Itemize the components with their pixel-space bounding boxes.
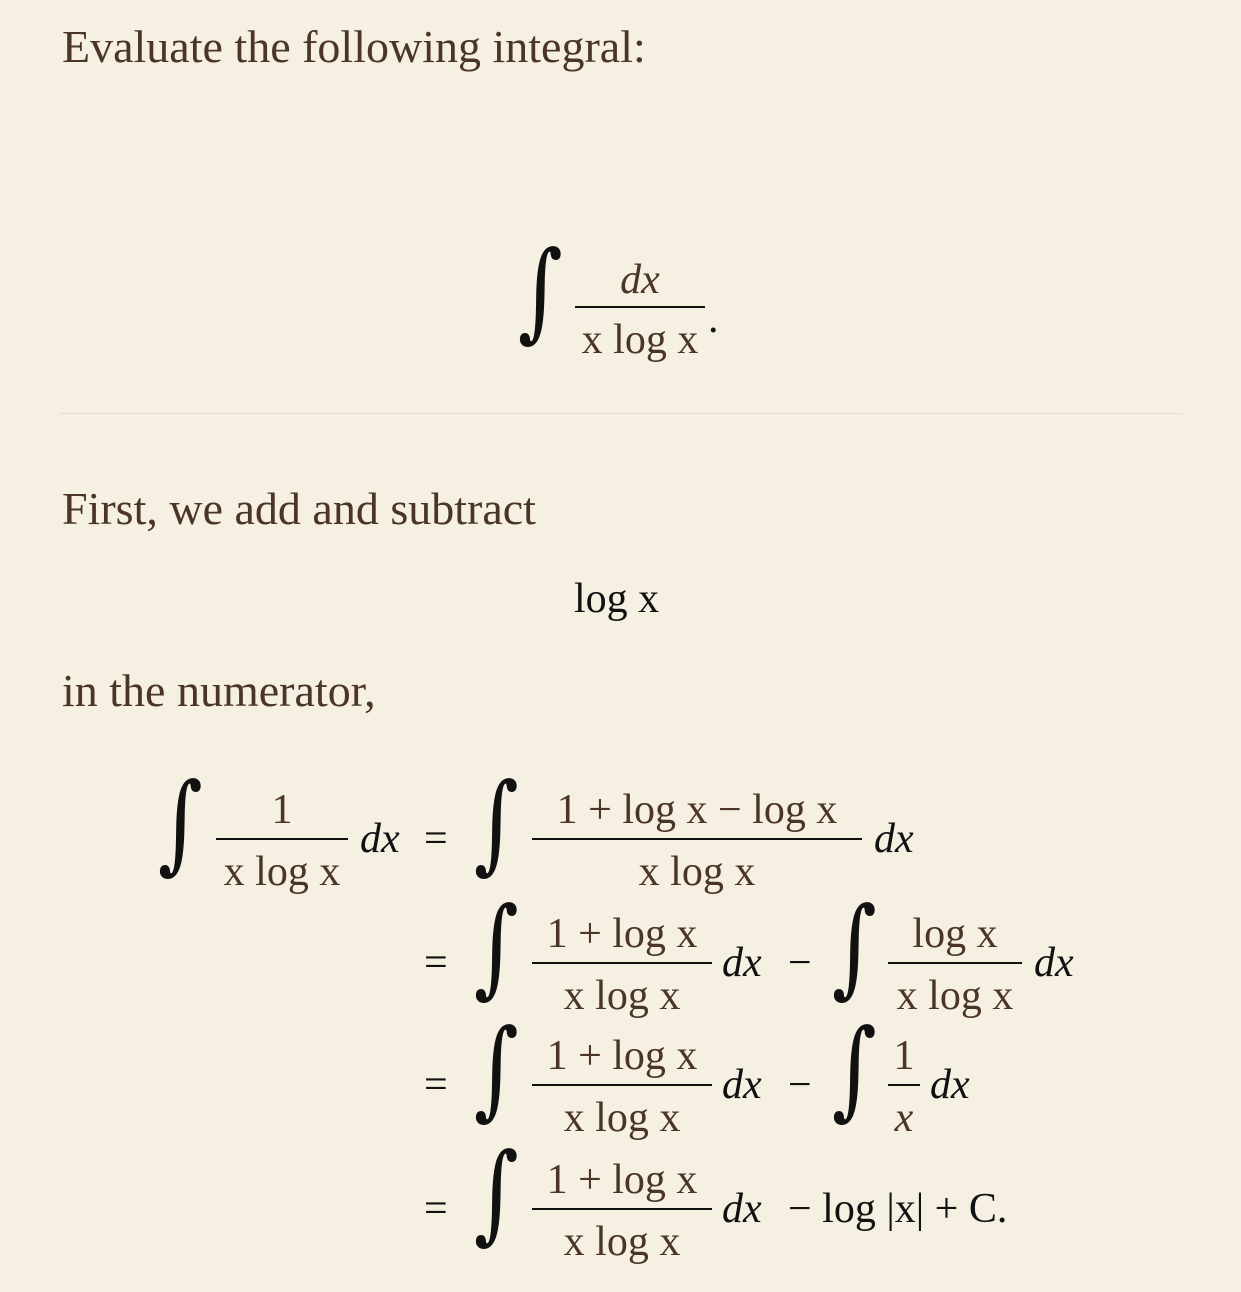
integral-sign: ∫: [832, 1006, 877, 1132]
rhs-numerator: 1: [893, 1033, 915, 1079]
inline-math-log-x: log x: [574, 576, 660, 622]
rhs-fraction: [532, 904, 712, 1024]
solution-intro: First, we add and subtract: [62, 483, 536, 534]
integral-sign: ∫: [832, 884, 877, 1010]
rhs-denominator: x log x: [563, 1219, 681, 1265]
fraction-bar: [532, 1208, 712, 1210]
fraction-bar: [532, 1084, 712, 1086]
rhs-denominator: x log x: [563, 1095, 681, 1141]
equals-sign: =: [424, 1186, 448, 1232]
problem-prompt: Evaluate the following integral:: [62, 21, 646, 72]
rhs-fraction: [888, 1026, 920, 1146]
rhs-denominator: x: [894, 1095, 914, 1141]
integral-sign: ∫: [474, 884, 519, 1010]
rhs-denominator: x log x: [563, 973, 681, 1019]
integral-sign: ∫: [474, 760, 519, 886]
rhs-numerator: log x: [912, 911, 998, 957]
rhs-denominator: x log x: [638, 849, 756, 895]
rhs-numerator: 1 + log x: [546, 911, 698, 957]
rhs-denominator: x log x: [896, 973, 1014, 1019]
integral-sign: ∫: [474, 1006, 519, 1132]
fraction-bar: [575, 306, 705, 308]
rhs-fraction: [532, 780, 862, 900]
rhs-fraction: [532, 1026, 712, 1146]
fraction-bar: [216, 838, 348, 840]
problem-period: .: [708, 296, 719, 342]
differential: dx: [360, 816, 400, 862]
equals-sign: =: [424, 816, 448, 862]
fraction-bar: [888, 1084, 920, 1086]
lhs-numerator: 1: [271, 787, 293, 833]
rhs-fraction: [532, 1150, 712, 1270]
section-divider: [60, 413, 1182, 414]
problem-fraction: [575, 248, 705, 368]
rhs-numerator: 1 + log x − log x: [556, 787, 838, 833]
result-tail: − log |x| + C.: [788, 1186, 1008, 1232]
minus-sign: −: [788, 940, 812, 986]
problem-numerator: dx: [620, 257, 660, 303]
lhs-denominator: x log x: [223, 849, 341, 895]
differential: dx: [874, 816, 914, 862]
rhs-fraction: [888, 904, 1022, 1024]
integral-sign: ∫: [474, 1130, 519, 1256]
equals-sign: =: [424, 1062, 448, 1108]
solution-continuation: in the numerator,: [62, 665, 376, 716]
differential: dx: [1034, 940, 1074, 986]
differential: dx: [722, 1186, 762, 1232]
fraction-bar: [532, 838, 862, 840]
problem-denominator: x log x: [581, 317, 699, 363]
rhs-numerator: 1 + log x: [546, 1033, 698, 1079]
rhs-numerator: 1 + log x: [546, 1157, 698, 1203]
integral-sign: ∫: [158, 760, 203, 886]
fraction-bar: [532, 962, 712, 964]
differential: dx: [930, 1062, 970, 1108]
fraction-bar: [888, 962, 1022, 964]
integral-sign: ∫: [518, 228, 563, 354]
equals-sign: =: [424, 940, 448, 986]
differential: dx: [722, 940, 762, 986]
lhs-fraction: [216, 780, 348, 900]
minus-sign: −: [788, 1062, 812, 1108]
differential: dx: [722, 1062, 762, 1108]
